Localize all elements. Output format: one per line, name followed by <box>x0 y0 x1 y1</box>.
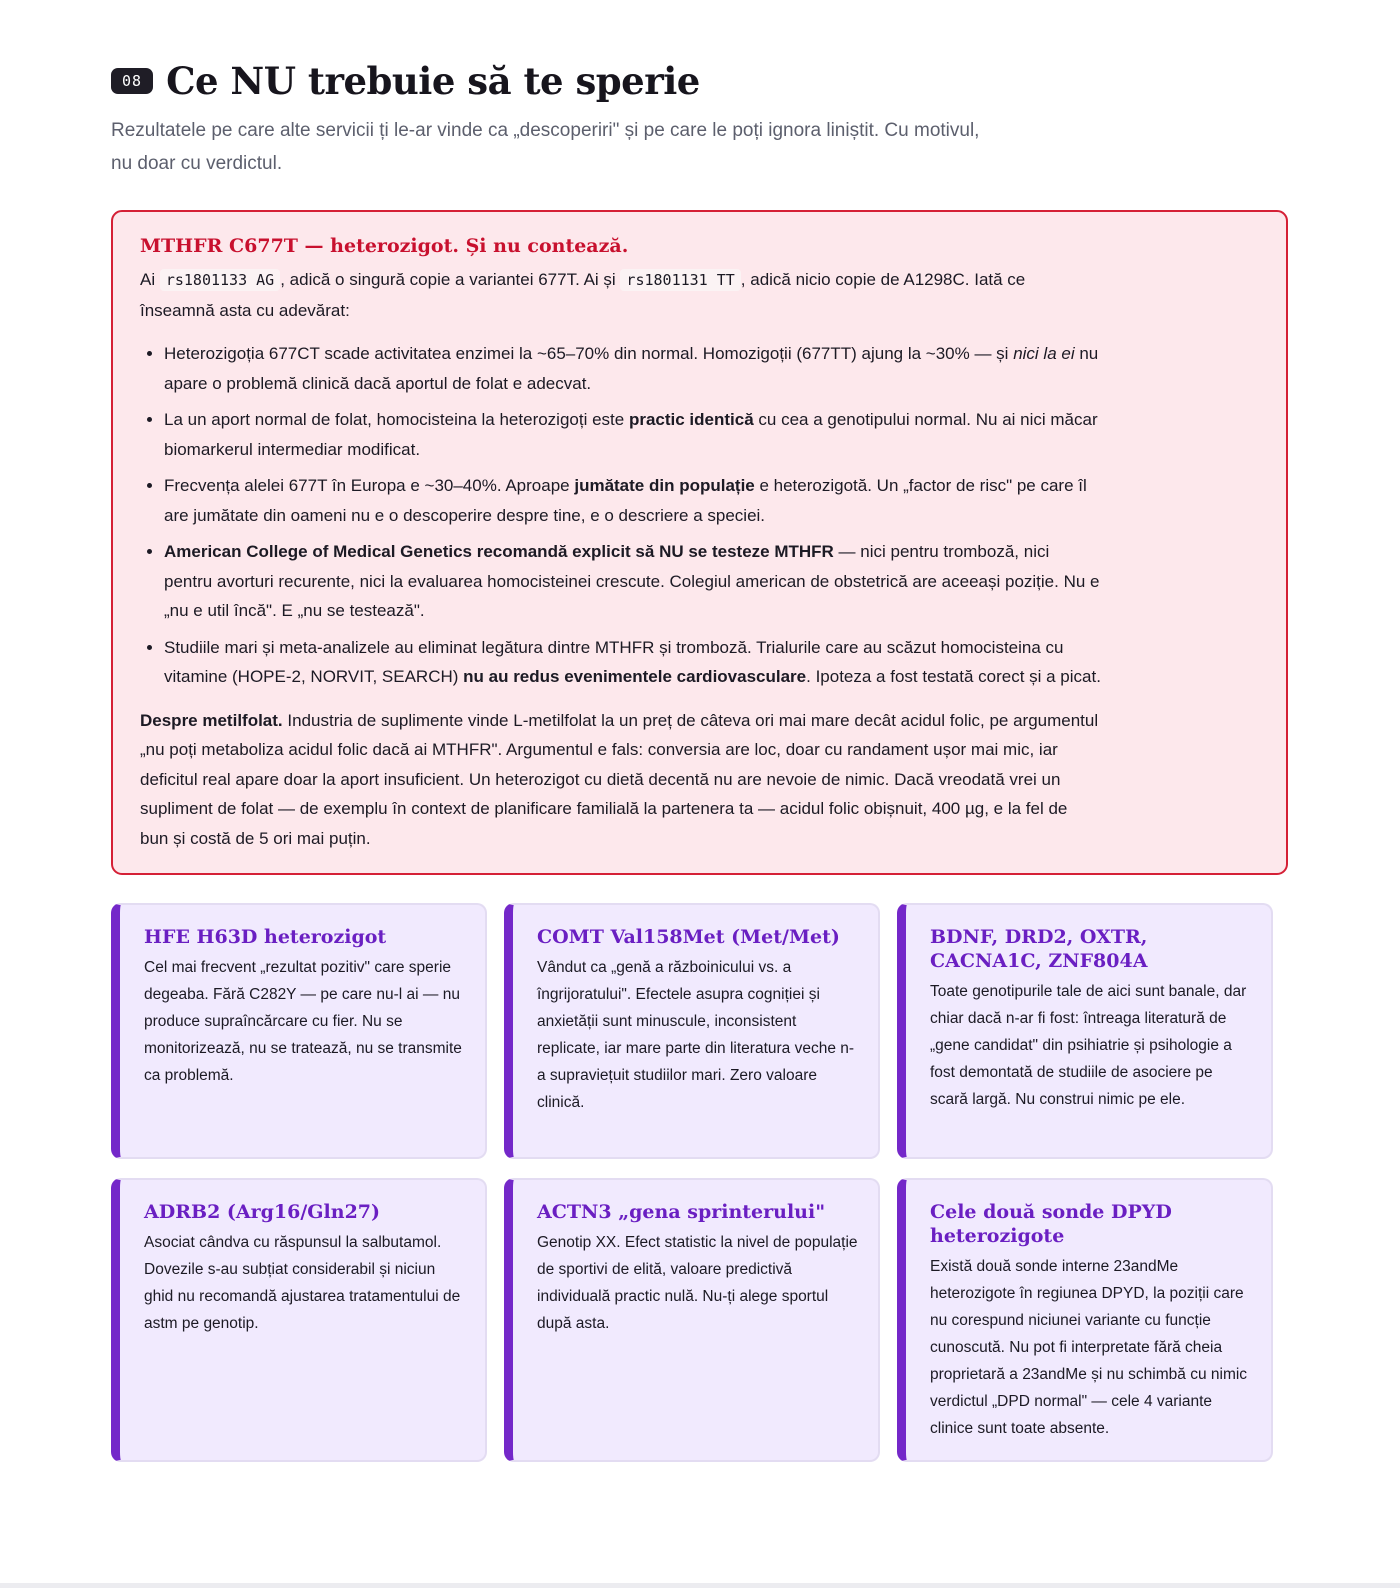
card-text: Genotip XX. Efect statistic la nivel de populație de sportivi de elită, valoare predictivă individuală practic nulă. Nu-ți alege sportul după asta. <box>537 1234 858 1332</box>
card-text: Asociat cândva cu răspunsul la salbutamol. Dovezile s-au subțiat considerabil și niciun ghid nu recomandă ajustarea tratamentului de astm pe genotip. <box>144 1234 461 1332</box>
info-card-candidate-genes <box>897 903 1273 1159</box>
card-title: BDNF, DRD2, OXTR, CACNA1C, ZNF804A <box>930 926 1148 972</box>
intro-text: Ai <box>140 270 160 289</box>
intro-text: , adică o singură copie a variantei 677T. Ai și <box>280 270 621 289</box>
cards-grid <box>111 903 1288 1462</box>
section-container <box>111 56 1288 1462</box>
card-text: Cel mai frecvent „rezultat pozitiv" care sperie degeaba. Fără C282Y — pe care nu-l ai — nu produce supraîncărcare cu fier. Nu se monitorizează, nu se tratează, nu se transmite ca problemă. <box>144 959 462 1084</box>
bullet-item: • Studiile mari și meta-analizele au eliminat legătura dintre MTHFR și tromboză. Trialurile care au scăzut homocisteina cu vitamine (HOPE-2, NORVIT, SEARCH) nu au redus evenimentele cardiovasculare. Ipoteza a fost testată corect și a picat. <box>164 633 1102 692</box>
card-title: COMT Val158Met (Met/Met) <box>537 926 840 948</box>
card-text: Există două sonde interne 23andMe heterozigote în regiunea DPYD, la poziții care nu corespund niciunei variante cu funcție cunoscută. Nu pot fi interpretate fără cheia proprietară a 23andMe și nu schimbă cu nimic verdictul „DPD normal" — cele 4 variante clinice sunt toate absente. <box>930 1258 1248 1437</box>
info-card-adrb2 <box>111 1178 487 1462</box>
card-text: Toate genotipurile tale de aici sunt banale, dar chiar dacă n-ar fi fost: întreaga literatură de „gene candidat" din psihiatrie și psihologie a fost demontată de studiile de asociere pe scară largă. Nu construi nimic pe ele. <box>930 983 1247 1108</box>
alert-intro <box>140 265 1100 325</box>
bullet-item: • Frecvența alelei 677T în Europa e ~30–40%. Aproape jumătate din populație e heterozigotă. Un „factor de risc" pe care îl are jumătate din oameni nu e o descoperire despre tine, e o descriere a speciei. <box>164 471 1102 530</box>
card-title: Cele două sonde DPYD heterozigote <box>930 1201 1172 1247</box>
genotype-code-rs1801133: rs1801133 AG <box>160 269 280 291</box>
card-title: ACTN3 „gena sprinterului" <box>537 1201 826 1223</box>
info-card-comt <box>504 903 880 1159</box>
alert-title: MTHFR C677T — heterozigot. Și nu contează. <box>140 235 629 257</box>
section-heading <box>111 56 1288 106</box>
bullet-item: • Heterozigoția 677CT scade activitatea enzimei la ~65–70% din normal. Homozigoții (677TT) ajung la ~30% — și nici la ei nu apare o problemă clinică dacă aportul de folat e adecvat. <box>164 339 1102 398</box>
alert-footer-paragraph: Despre metilfolat. Industria de suplimente vinde L-metilfolat la un preț de câteva ori mai mare decât acidul folic, pe argumentul „nu poți metaboliza acidul folic dacă ai MTHFR". Argumentul e fals: conversia are loc, doar cu randament ușor mai mic, iar deficitul real apare doar la aport insuficient. Un heterozigot cu dietă decentă nu are nevoie de nimic. Dacă vreodată vrei un supliment de folat — de exemplu în context de planificare familială la partenera ta — acidul folic obișnuit, 400 µg, e la fel de bun și costă de 5 ori mai puțin. <box>140 710 1099 848</box>
bold-text: American College of Medical Genetics recomandă explicit să NU se testeze MTHFR <box>164 542 834 561</box>
info-card-dpyd <box>897 1178 1273 1462</box>
bullet-item: • La un aport normal de folat, homocisteina la heterozigoți este practic identică cu cea a genotipului normal. Nu ai nici măcar biomarkerul intermediar modificat. <box>164 405 1102 464</box>
card-title: HFE H63D heterozigot <box>144 926 387 948</box>
section-number-badge: 08 <box>111 68 153 94</box>
bold-text: practic identică <box>628 410 754 429</box>
page-subtitle: Rezultatele pe care alte servicii ți le-ar vinde ca „descoperiri" și pe care le poți ignora liniștit. Cu motivul, nu doar cu verdictul. <box>111 120 980 174</box>
bold-text: nu au redus evenimentele cardiovasculare <box>463 667 807 686</box>
emphasis-text: nici la ei <box>1013 344 1075 363</box>
bold-text: jumătate din populație <box>574 476 755 495</box>
card-title: ADRB2 (Arg16/Gln27) <box>144 1201 380 1223</box>
mthfr-alert-box <box>111 210 1288 875</box>
bold-text: Despre metilfolat. <box>140 710 283 730</box>
card-text: Vândut ca „genă a războinicului vs. a îngrijoratului". Efectele asupra cogniției și anxietății sunt minuscule, inconsistent replicate, iar mare parte din literatura veche n-a supraviețuit studiilor mari. Zero valoare clinică. <box>537 959 855 1111</box>
info-card-actn3 <box>504 1178 880 1462</box>
page-bottom-divider <box>0 1583 1400 1588</box>
alert-bullet-list <box>140 339 1102 692</box>
page-title: Ce NU trebuie să te sperie <box>166 59 700 103</box>
intro-text: , adică nicio copie de A1298C. Iată ce înseamnă asta cu adevărat: <box>140 270 1026 320</box>
genotype-code-rs1801131: rs1801131 TT <box>620 269 740 291</box>
bullet-item: • American College of Medical Genetics recomandă explicit să NU se testeze MTHFR — nici pentru tromboză, nici pentru avorturi recurente, nici la evaluarea homocisteinei crescute. Colegiul american de obstetrică are aceeași poziție. Nu e „nu e util încă". E „nu se testează". <box>164 537 1102 626</box>
info-card-hfe <box>111 903 487 1159</box>
